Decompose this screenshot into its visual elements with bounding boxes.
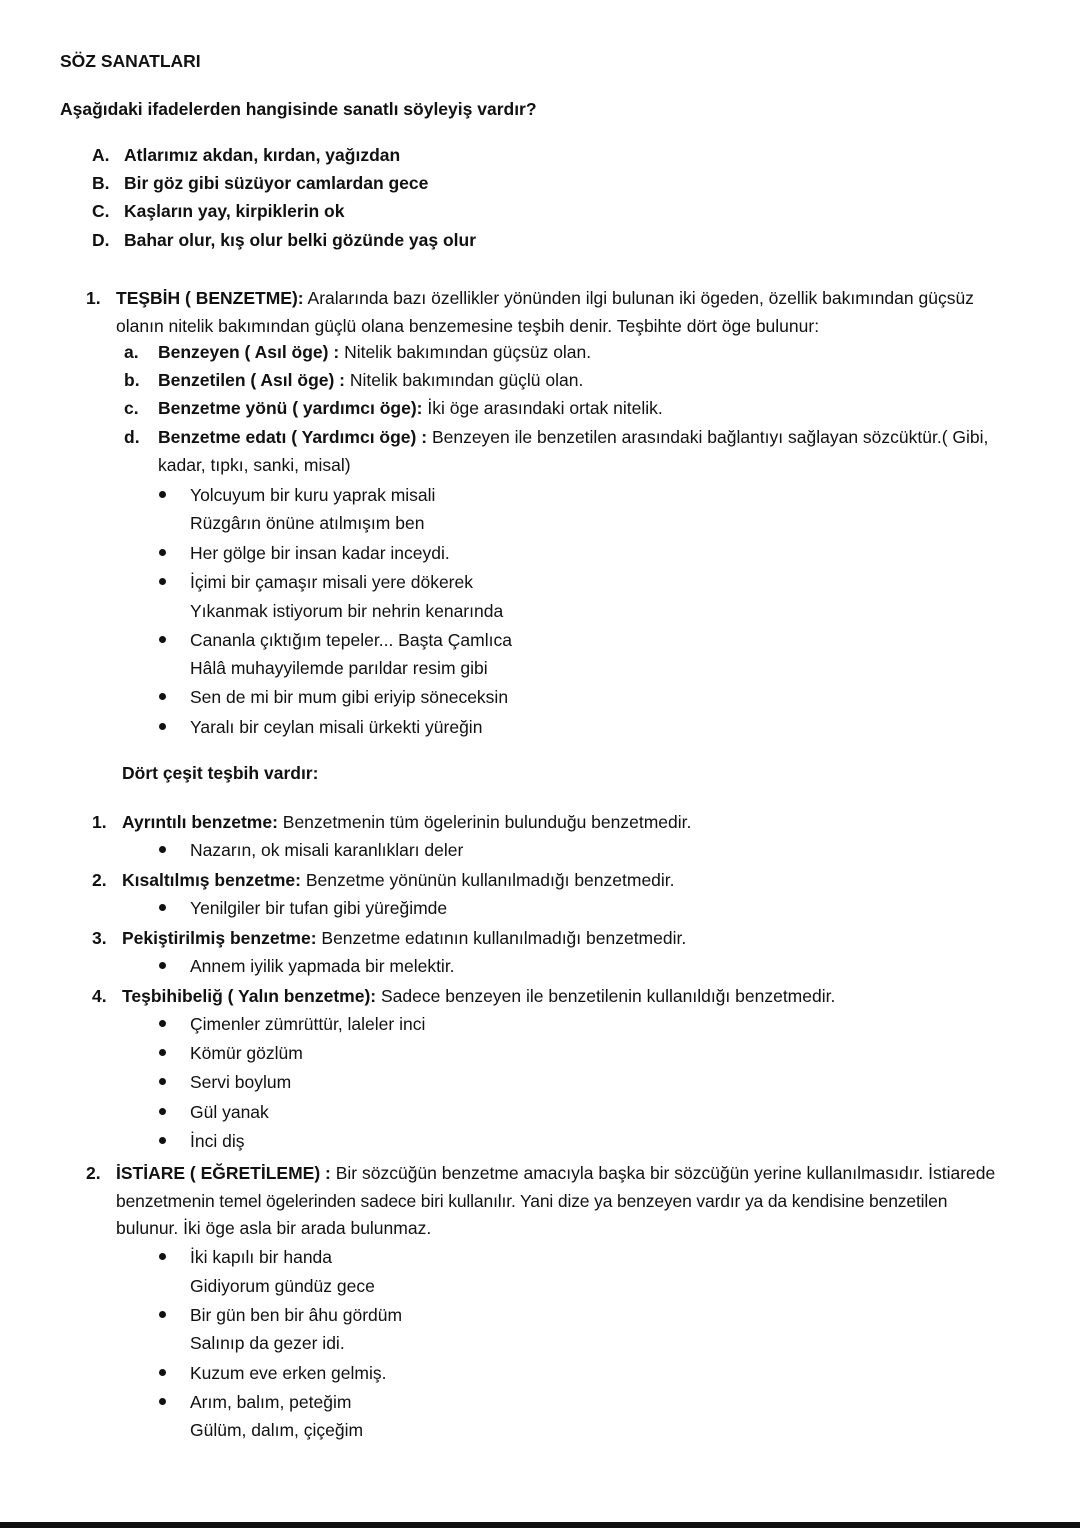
definition-line: bulunur. İki öge asla bir arada bulunmaz. <box>116 1218 432 1238</box>
example-line: Arım, balım, peteğim <box>190 1392 352 1412</box>
example-line: Yolcuyum bir kuru yaprak misali <box>190 485 436 505</box>
bullet-icon <box>159 723 166 730</box>
section-definition <box>116 1162 995 1184</box>
section-heading: İSTİARE ( EĞRETİLEME) : <box>116 1163 331 1183</box>
example-line: Rüzgârın önüne atılmışım ben <box>190 513 425 533</box>
section-number: 1. <box>86 288 101 308</box>
example-line: İki kapılı bir handa <box>190 1247 333 1267</box>
part-letter: d. <box>124 427 140 447</box>
definition-line: Bir sözcüğün benzetme amacıyla başka bir sözcüğün yerine kullanılmasıdır. İstiarede <box>335 1163 996 1183</box>
type-label: Ayrıntılı benzetme: <box>122 812 278 832</box>
part-text: Nitelik bakımından güçsüz olan. <box>344 342 592 362</box>
bullet-icon <box>159 962 166 969</box>
bullet-icon <box>159 1369 166 1376</box>
bullet-icon <box>159 491 166 498</box>
bullet-icon <box>159 1020 166 1027</box>
type-label: Teşbihibeliğ ( Yalın benzetme): <box>122 986 377 1006</box>
bullet-icon <box>159 904 166 911</box>
definition-line: benzetmenin temel ögelerinden sadece biri kullanılır. Yani dize ya benzeyen vardır ya da kendisine benzetilen <box>116 1191 948 1211</box>
bullet-icon <box>159 1398 166 1405</box>
type-text: Benzetmenin tüm ögelerinin bulunduğu benzetmedir. <box>282 812 692 832</box>
bullet-icon <box>159 1137 166 1144</box>
option-letter: D. <box>92 230 110 250</box>
type-label: Kısaltılmış benzetme: <box>122 870 301 890</box>
type-number: 1. <box>92 812 107 832</box>
example-line: Her gölge bir insan kadar inceydi. <box>190 543 450 563</box>
bullet-icon <box>159 1311 166 1318</box>
example-line: Gidiyorum gündüz gece <box>190 1276 375 1296</box>
part-label: Benzetme edatı ( Yardımcı öge) : <box>158 427 428 447</box>
option-text: Atlarımız akdan, kırdan, yağızdan <box>124 145 401 165</box>
type-item <box>122 869 675 891</box>
bullet-icon <box>159 1049 166 1056</box>
part-label: Benzeyen ( Asıl öge) : <box>158 342 340 362</box>
part-text: Nitelik bakımından güçlü olan. <box>349 370 584 390</box>
example-line: İçimi bir çamaşır misali yere dökerek <box>190 572 473 592</box>
type-text: Sadece benzeyen ile benzetilenin kullanıldığı benzetmedir. <box>381 986 836 1006</box>
part-letter: c. <box>124 398 139 418</box>
definition-line: Aralarında bazı özellikler yönünden ilgi bulunan iki ögeden, özellik bakımından güçsüz <box>307 288 974 308</box>
option-text: Kaşların yay, kirpiklerin ok <box>124 201 345 221</box>
example-line: Kuzum eve erken gelmiş. <box>190 1363 387 1383</box>
example-line: Gülüm, dalım, çiçeğim <box>190 1420 364 1440</box>
type-text: Benzetme edatının kullanılmadığı benzetmedir. <box>321 928 687 948</box>
question-prompt: Aşağıdaki ifadelerden hangisinde sanatlı söyleyiş vardır? <box>60 99 537 119</box>
bullet-icon <box>159 636 166 643</box>
example-line: Gül yanak <box>190 1102 269 1122</box>
example-line: Yenilgiler bir tufan gibi yüreğimde <box>190 898 448 918</box>
example-line: Yıkanmak istiyorum bir nehrin kenarında <box>190 601 504 621</box>
type-number: 2. <box>92 870 107 890</box>
type-item <box>122 985 835 1007</box>
section-heading: TEŞBİH ( BENZETME): <box>116 288 304 308</box>
part-text: Benzeyen ile benzetilen arasındaki bağlantıyı sağlayan sözcüktür.( Gibi, <box>431 427 989 447</box>
bullet-icon <box>159 693 166 700</box>
part-text-continued: kadar, tıpkı, sanki, misal) <box>158 455 351 475</box>
bottom-border <box>0 1522 1080 1528</box>
type-item <box>122 811 691 833</box>
type-item <box>122 927 686 949</box>
bullet-icon <box>159 578 166 585</box>
example-line: Hâlâ muhayyilemde parıldar resim gibi <box>190 658 488 678</box>
part-label: Benzetilen ( Asıl öge) : <box>158 370 346 390</box>
example-line: Salınıp da gezer idi. <box>190 1333 345 1353</box>
part-item <box>158 426 988 448</box>
option-letter: C. <box>92 201 110 221</box>
option-letter: B. <box>92 173 110 193</box>
part-letter: b. <box>124 370 140 390</box>
part-item <box>158 369 583 391</box>
example-line: Cananla çıktığım tepeler... Başta Çamlıca <box>190 630 512 650</box>
bullet-icon <box>159 1253 166 1260</box>
type-number: 4. <box>92 986 107 1006</box>
option-text: Bir göz gibi süzüyor camlardan gece <box>124 173 429 193</box>
bullet-icon <box>159 1078 166 1085</box>
bullet-icon <box>159 846 166 853</box>
part-item <box>158 341 591 363</box>
example-line: Yaralı bir ceylan misali ürkekti yüreğin <box>190 717 483 737</box>
example-line: İnci diş <box>190 1131 245 1151</box>
bullet-icon <box>159 1108 166 1115</box>
example-line: Bir gün ben bir âhu gördüm <box>190 1305 403 1325</box>
section-number: 2. <box>86 1163 101 1183</box>
part-text: İki öge arasındaki ortak nitelik. <box>427 398 663 418</box>
example-line: Sen de mi bir mum gibi eriyip söneceksin <box>190 687 509 707</box>
example-line: Nazarın, ok misali karanlıkları deler <box>190 840 464 860</box>
page-title: SÖZ SANATLARI <box>60 51 201 71</box>
part-label: Benzetme yönü ( yardımcı öge): <box>158 398 423 418</box>
type-text: Benzetme yönünün kullanılmadığı benzetmedir. <box>305 870 675 890</box>
option-text: Bahar olur, kış olur belki gözünde yaş olur <box>124 230 477 250</box>
option-letter: A. <box>92 145 110 165</box>
type-label: Pekiştirilmiş benzetme: <box>122 928 317 948</box>
definition-line: olanın nitelik bakımından güçlü olana benzemesine teşbih denir. Teşbihte dört öge bulunur: <box>116 316 820 336</box>
section-definition <box>116 287 974 309</box>
types-heading: Dört çeşit teşbih vardır: <box>122 763 319 783</box>
example-line: Servi boylum <box>190 1072 292 1092</box>
example-line: Annem iyilik yapmada bir melektir. <box>190 956 455 976</box>
bullet-icon <box>159 549 166 556</box>
example-line: Çimenler zümrüttür, laleler inci <box>190 1014 426 1034</box>
example-line: Kömür gözlüm <box>190 1043 303 1063</box>
part-letter: a. <box>124 342 139 362</box>
part-item <box>158 397 663 419</box>
type-number: 3. <box>92 928 107 948</box>
